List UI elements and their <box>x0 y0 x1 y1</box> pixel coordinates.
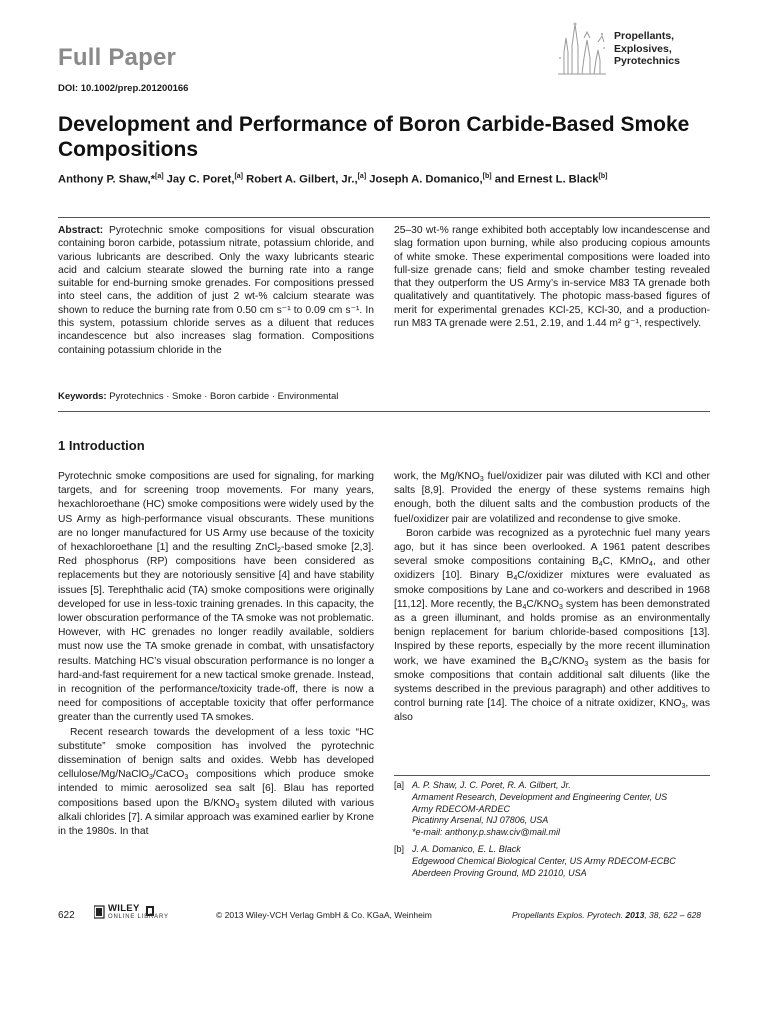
email-link[interactable]: *e-mail: anthony.p.shaw.civ@mail.mil <box>412 827 561 838</box>
section-label: Full Paper <box>58 44 177 71</box>
abstract-top-rule <box>58 217 710 218</box>
journal-name-line: Propellants, <box>614 30 675 42</box>
section-heading: 1 Introduction <box>58 438 145 453</box>
author-name[interactable]: Jay C. Poret, <box>166 173 235 186</box>
journal-name <box>614 30 680 68</box>
journal-name-line: Pyrotechnics <box>614 55 680 67</box>
body-right-column <box>394 470 710 726</box>
body-paragraph: Boron carbide was recognized as a pyrotechnic fuel many years ago, but it has since been overlooked. A 1961 patent describes several smoke compositions containing $B_4C$, KMnO$_4$, and other oxidizers [10]. Binary $B_4C$/oxidizer mixtures were evaluated as smoke compositions by Lane and co-workers and described in 1968 [11,12]. More recently, the $B_4C/KNO_3$ system has been demonstrated as a green illuminant, and holds promise as an environmentally benign replacement for barium chloride-based compositions [13]. Inspired by these reports, especially by the more recent illumination work, we have examined the $B_4C/KNO_3$ system as the basis for smoke compositions that contain additional salt diluents (like the systems described in the previous paragraph) and other additives to control burning rate [14]. The choice of a nitrate oxidizer, $KNO_3$, was also <box>394 527 711 724</box>
footnote-line: J. A. Domanico, E. L. Black <box>412 844 521 854</box>
affiliation-footnote <box>394 844 710 879</box>
body-paragraph: Pyrotechnic smoke compositions are used for signaling, for marking targets, and for screening troop movements. For many years, hexachloroethane (HC) smoke compositions were widely used by the US Army as high-performance visual obscurants. These munitions are no longer manufactured for US Army use because of the toxicity of hexachloroethane [1] and the resulting ZnCl$_2$-based smoke [2,3]. Red phosphorus (RP) compositions have been considered as replacements but they are notoriously sensitive [4] and have stability issues [5]. Terephthalic acid (TA) smoke compositions were originally developed for use in less-toxic training grenades. In this capacity, the lower obscuration performance of the TA smoke was not problematic. However, with HC grenades no longer readily available, soldiers must now use the TA smoke grenade in combat, with unsatisfactory results. Matching HC’s visual obscuration performance is no longer a hard-and-fast requirement for a new tactical smoke grenade. Instead, in recognition of the performance/toxicity trade-off, there is now a need for compositions of acceptable toxicity that offer performance greater than the currently used TA smokes. <box>58 471 374 724</box>
page-number: 622 <box>58 910 75 921</box>
affiliation-marker: [b] <box>598 173 608 180</box>
author-name[interactable]: Joseph A. Domanico, <box>369 173 483 186</box>
abstract-bottom-rule <box>58 411 710 412</box>
abstract-text: 25–30 wt-% range exhibited both acceptably low incandescense and slag formation upon burning, while also producing copious amounts of white smoke. These experimental compositions were loaded into full-size grenade cans; field and smoke chamber testing revealed that they outperform the US Army’s in-service M83 TA grenade both qualitatively and quantitatively. The photopic mass-based figures of merit for experimental grenades KCl-25, KCl-30, and a production-run M83 TA grenade were 2.51, 2.19, and 1.44 m² g⁻¹, respectively. <box>394 225 710 330</box>
footnote-line: Aberdeen Proving Ground, MD 21010, USA <box>412 867 587 878</box>
publisher-logo-text: WILEY <box>108 903 140 914</box>
affiliation-marker: [a] <box>154 173 164 180</box>
journal-citation: Propellants Explos. Pyrotech. 2013, 38, 622 – 628 <box>512 910 702 920</box>
abstract-left-column <box>58 224 374 357</box>
body-paragraph: work, the $Mg/KNO_3$ fuel/oxidizer pair was diluted with KCl and other salts [8,9]. Provided the energy of these systems remains high enough, both the diluent salts and the combustion products of the fuel/oxidizer pair are volatilized and recondense to give smoke. <box>394 471 710 525</box>
affiliation-marker: [b] <box>482 173 492 180</box>
journal-name-line: Explosives, <box>614 42 672 55</box>
footnote-line: Armament Research, Development and Engineering Center, US <box>412 791 668 802</box>
body-paragraph: Recent research towards the development of a less toxic “HC substitute” smoke composition has involved the pyrotechnic dissemination of benign salts and oxides. Webb has developed cellulose/Mg/NaClO$_3$/CaCO$_3$ compositions which produce smoke intended to mimic aerosolized sea salt [6]. Blau has reported compositions based upon the $B/KNO_3$ system diluted with various alkali chlorides [7]. A similar approach was examined earlier by Krone in the 1980s. In that <box>58 726 375 838</box>
keywords <box>58 391 338 402</box>
abstract-right-column <box>394 224 710 330</box>
author-name[interactable]: and Ernest L. Black <box>494 173 599 186</box>
abstract-text: Pyrotechnic smoke compositions for visual obscuration containing boron carbide, potassium nitrate, potassium chloride, and various lubricants are described. Only the waxy lubricants stearic acid and calcium stearate slowed the burning rate into a range suitable for end-burning smoke grenades. For compositions pressed into steel cans, the addition of just 2 wt-% calcium stearate was shown to reduce the burning rate from 0.50 cm s⁻¹ to 0.09 cm s⁻¹. In this system, potassium chloride serves as a diluent that reduces incandescence but also increases slag formation. Compositions containing potassium chloride in the <box>58 225 374 356</box>
page-header <box>0 0 768 80</box>
footnote-tag: [a] <box>394 780 405 790</box>
doi-link[interactable]: DOI: 10.1002/prep.201200166 <box>58 83 189 94</box>
footnote-tag: [b] <box>394 844 405 854</box>
affiliation-footnote <box>394 780 710 839</box>
keywords-text: Pyrotechnics · Smoke · Boron carbide · Environmental <box>106 391 339 402</box>
paper-title: Development and Performance of Boron Carbide-Based Smoke Compositions <box>58 113 690 161</box>
author-name[interactable]: Robert A. Gilbert, Jr., <box>246 173 358 186</box>
footnote-rule <box>394 775 710 776</box>
footnote-line: Army RDECOM-ARDEC <box>412 803 510 814</box>
footnote-line: Picatinny Arsenal, NJ 07806, USA <box>412 815 549 826</box>
author-list <box>58 173 607 186</box>
body-left-column <box>58 470 374 839</box>
footnote-line: A. P. Shaw, J. C. Poret, R. A. Gilbert, Jr. <box>412 780 571 790</box>
footnote-line: Edgewood Chemical Biological Center, US Army RDECOM-ECBC <box>412 855 676 866</box>
keywords-label: Keywords: <box>58 391 107 402</box>
abstract-label: Abstract: <box>58 225 104 236</box>
publisher-logo-subtext: ONLINE LIBRARY <box>108 914 169 920</box>
affiliation-marker: [a] <box>234 173 243 180</box>
journal-logo-icon <box>554 18 610 76</box>
affiliation-marker: [a] <box>357 173 367 180</box>
author-name[interactable]: Anthony P. Shaw,* <box>58 173 155 186</box>
copyright-notice: © 2013 Wiley-VCH Verlag GmbH & Co. KGaA, Weinheim <box>216 910 432 920</box>
